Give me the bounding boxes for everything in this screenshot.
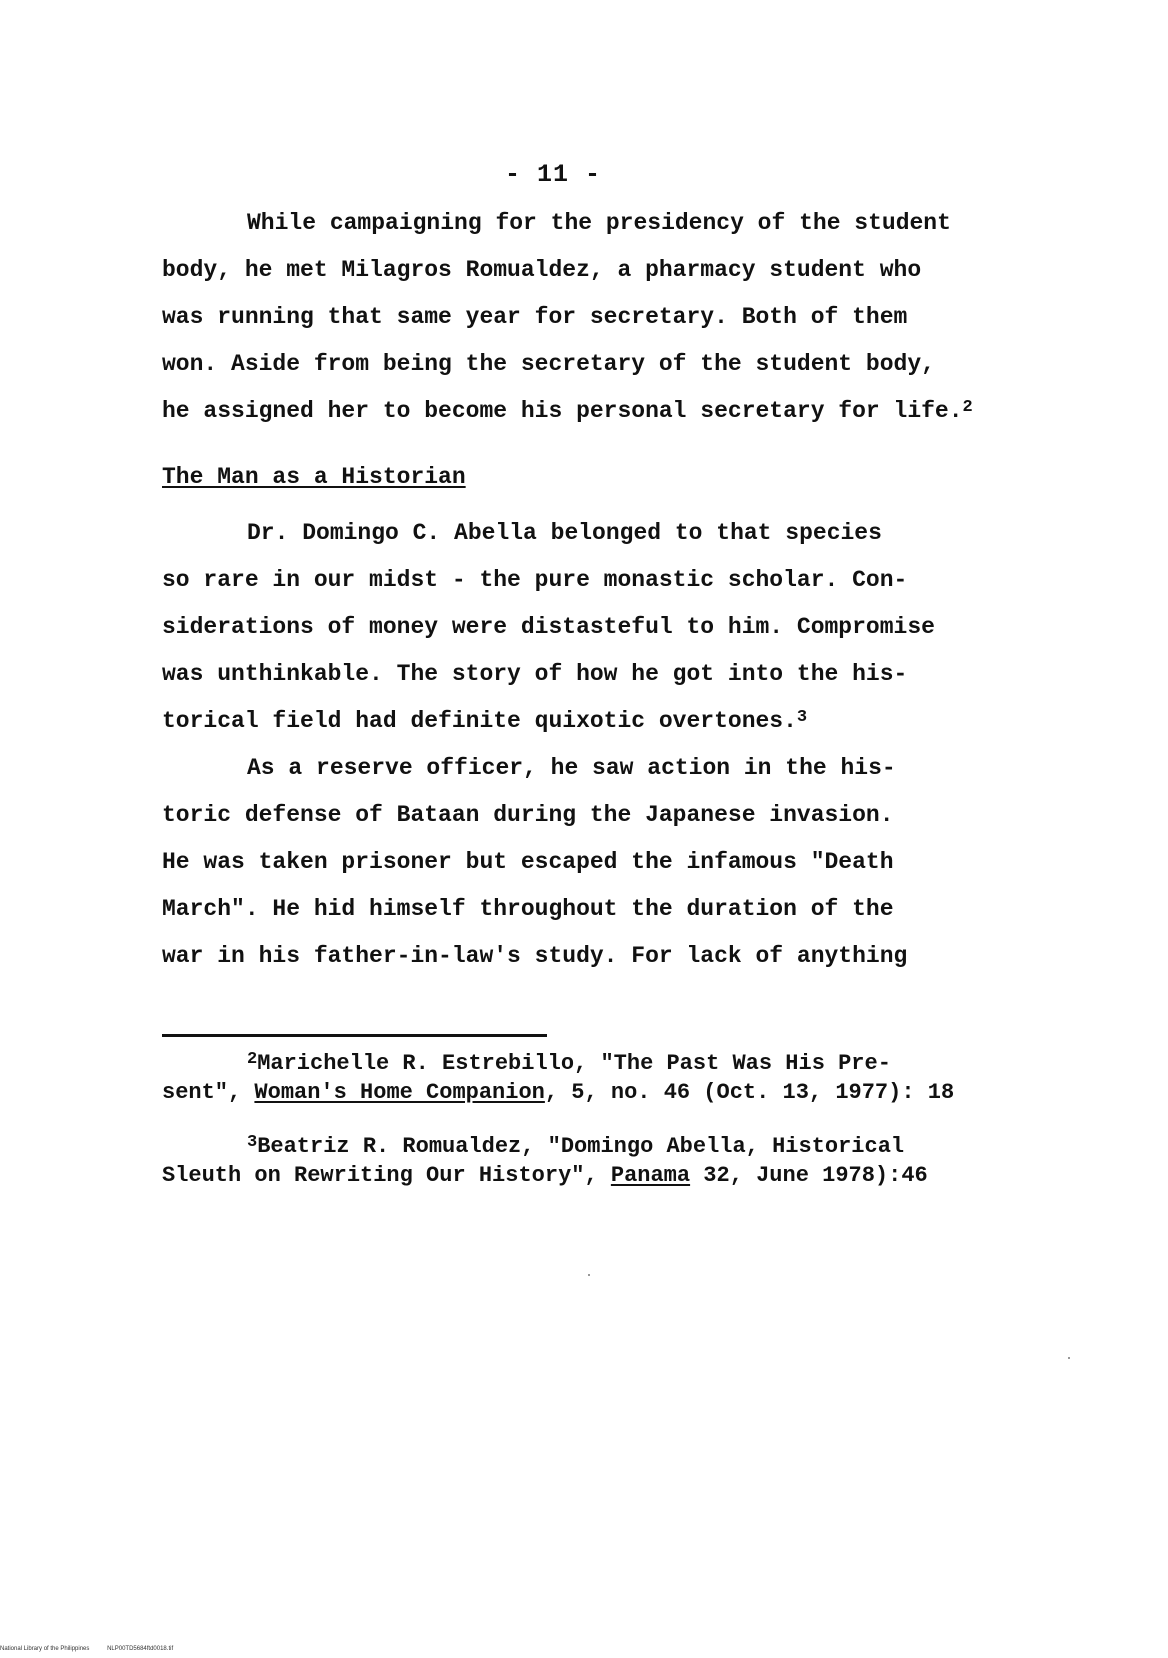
paragraph-campaign	[162, 200, 1012, 435]
text-line: March". He hid himself throughout the duration of the	[162, 896, 894, 922]
scan-file-id: NLP00TD5684ftd0018.tif	[107, 1646, 174, 1652]
scan-footer	[0, 1646, 189, 1652]
text-line: siderations of money were distasteful to him. Compromise	[162, 614, 935, 640]
text-line: toric defense of Bataan during the Japanese invasion.	[162, 802, 894, 828]
text-line: body, he met Milagros Romualdez, a pharmacy student who	[162, 257, 922, 283]
text-line: so rare in our midst - the pure monastic scholar. Con-	[162, 567, 908, 593]
footnote-reference: 2	[962, 398, 973, 417]
footnote-line	[162, 1050, 1042, 1079]
text-line-content: he assigned her to become his personal secretary for life.	[162, 398, 963, 424]
page-number: - 11 -	[505, 160, 602, 189]
section-heading: The Man as a Historian	[162, 464, 466, 490]
footnote-line	[162, 1079, 1042, 1106]
publication-title: Woman's Home Companion	[254, 1080, 545, 1105]
text-line	[162, 698, 1012, 745]
text-line: While campaigning for the presidency of the student	[247, 210, 951, 236]
footnote-line	[162, 1133, 1042, 1162]
text-line: As a reserve officer, he saw action in the his-	[247, 755, 896, 781]
footnote-line	[162, 1162, 1042, 1189]
footnote-3	[162, 1133, 1042, 1189]
text-line: was running that same year for secretary. Both of them	[162, 304, 908, 330]
footnote-text: sent",	[162, 1080, 255, 1105]
scan-source: National Library of the Philippines	[0, 1646, 90, 1652]
footnote-2	[162, 1050, 1042, 1106]
footnote-marker: 3	[247, 1133, 258, 1152]
scan-speck	[588, 1274, 590, 1276]
footnote-text: Marichelle R. Estrebillo, "The Past Was His Pre-	[257, 1051, 891, 1076]
footnote-marker: 2	[247, 1050, 258, 1069]
text-line: was unthinkable. The story of how he got into the his-	[162, 661, 908, 687]
text-line: Dr. Domingo C. Abella belonged to that species	[247, 520, 882, 546]
footnote-divider	[162, 1034, 547, 1037]
paragraph-scholar	[162, 510, 1012, 745]
footnote-text: Beatriz R. Romualdez, "Domingo Abella, Historical	[257, 1134, 905, 1159]
paragraph-bataan	[162, 745, 1012, 980]
scan-speck	[1068, 1357, 1070, 1359]
text-line-content: torical field had definite quixotic overtones.	[162, 708, 797, 734]
footnote-text: 32, June 1978):46	[690, 1163, 928, 1188]
footnote-reference: 3	[796, 708, 808, 727]
text-line: won. Aside from being the secretary of the student body,	[162, 351, 935, 377]
text-line: war in his father-in-law's study. For lack of anything	[162, 943, 908, 969]
text-line	[162, 388, 1012, 435]
publication-title: Panama	[610, 1163, 691, 1188]
footnote-text: , 5, no. 46 (Oct. 13, 1977): 18	[544, 1080, 955, 1105]
text-line: He was taken prisoner but escaped the infamous "Death	[162, 849, 894, 875]
footnote-text: Sleuth on Rewriting Our History",	[162, 1163, 611, 1188]
